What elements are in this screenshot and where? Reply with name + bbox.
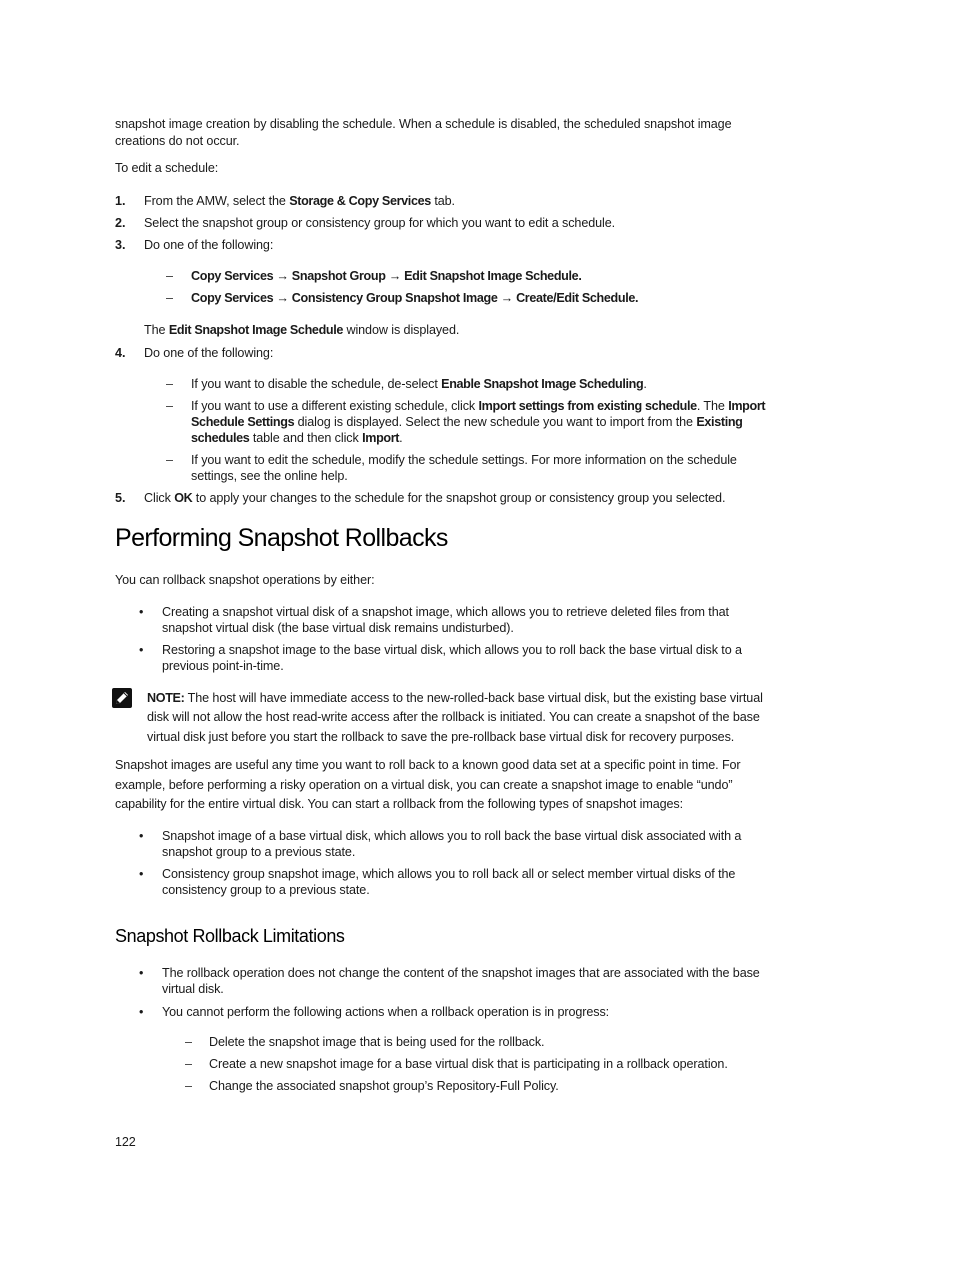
- dash-marker: –: [166, 399, 174, 413]
- bullet-text: virtual disk.: [162, 982, 224, 996]
- dash-marker: –: [185, 1079, 193, 1093]
- sub-item-text: Create a new snapshot image for a base virtual disk that is participating in a rollback operation.: [209, 1057, 728, 1071]
- intro-line: snapshot image creation by disabling the schedule. When a schedule is disabled, the scheduled snapshot image: [115, 117, 732, 131]
- bullet-text: You cannot perform the following actions when a rollback operation is in progress:: [162, 1005, 610, 1019]
- paragraph-line: Snapshot images are useful any time you want to roll back to a known good data set at a specific point in time. For: [115, 758, 741, 772]
- sub-item-text: Delete the snapshot image that is being used for the rollback.: [209, 1035, 545, 1049]
- dash-marker: –: [166, 453, 174, 467]
- section-heading: Performing Snapshot Rollbacks: [115, 524, 448, 552]
- step-4-option-import: schedules table and then click Import.: [191, 431, 403, 445]
- sub-item-text: Change the associated snapshot group’s Repository-Full Policy.: [209, 1079, 559, 1093]
- bullet-marker: •: [139, 1005, 144, 1019]
- step-number: 3.: [115, 238, 126, 252]
- step-4-option-edit: settings, see the online help.: [191, 469, 348, 483]
- subsection-heading: Snapshot Rollback Limitations: [115, 926, 345, 946]
- step-number: 4.: [115, 346, 126, 360]
- bullet-text: Creating a snapshot virtual disk of a snapshot image, which allows you to retrieve deleted files from that: [162, 605, 729, 619]
- step-3-text: Do one of the following:: [144, 238, 274, 252]
- dash-marker: –: [185, 1057, 193, 1071]
- bullet-text: consistency group to a previous state.: [162, 883, 370, 897]
- step-3-option: Copy Services → Snapshot Group → Edit Snapshot Image Schedule.: [191, 269, 582, 283]
- note-line: virtual disk just before you start the rollback to save the pre-rollback base virtual disk for recovery purposes.: [147, 730, 735, 744]
- step-4-option-disable: If you want to disable the schedule, de-select Enable Snapshot Image Scheduling.: [191, 377, 647, 391]
- section-intro: You can rollback snapshot operations by either:: [115, 573, 375, 587]
- step-1-text: From the AMW, select the Storage & Copy Services tab.: [144, 194, 455, 208]
- paragraph-line: capability for the entire virtual disk. You can start a rollback from the following types of snapshot images:: [115, 797, 684, 811]
- step-4-text: Do one of the following:: [144, 346, 274, 360]
- step-4-option-import: Schedule Settings dialog is displayed. Select the new schedule you want to import from the Existing: [191, 415, 743, 429]
- dash-marker: –: [166, 377, 174, 391]
- step-number: 1.: [115, 194, 126, 208]
- bullet-text: Restoring a snapshot image to the base virtual disk, which allows you to roll back the base virtual disk to a: [162, 643, 742, 657]
- intro-to-edit: To edit a schedule:: [115, 161, 219, 175]
- step-5-text: Click OK to apply your changes to the schedule for the snapshot group or consistency group you selected.: [144, 491, 726, 505]
- step-4-option-import: If you want to use a different existing schedule, click Import settings from existing schedule. The Import: [191, 399, 766, 413]
- bullet-marker: •: [139, 829, 144, 843]
- dash-marker: –: [185, 1035, 193, 1049]
- step-number: 2.: [115, 216, 126, 230]
- bullet-text: snapshot virtual disk (the base virtual disk remains undisturbed).: [162, 621, 514, 635]
- bullet-marker: •: [139, 643, 144, 657]
- page-number: 122: [115, 1135, 136, 1149]
- bullet-text: Consistency group snapshot image, which allows you to roll back all or select member virtual disks of the: [162, 867, 736, 881]
- bullet-marker: •: [139, 966, 144, 980]
- step-3-result: The Edit Snapshot Image Schedule window is displayed.: [144, 323, 460, 337]
- dash-marker: –: [166, 269, 174, 283]
- bullet-marker: •: [139, 605, 144, 619]
- step-number: 5.: [115, 491, 126, 505]
- bullet-text: previous point-in-time.: [162, 659, 284, 673]
- bullet-text: The rollback operation does not change the content of the snapshot images that are associated with the base: [162, 966, 760, 980]
- step-2-text: Select the snapshot group or consistency group for which you want to edit a schedule.: [144, 216, 616, 230]
- step-3-option: Copy Services → Consistency Group Snapshot Image → Create/Edit Schedule.: [191, 291, 639, 305]
- note-line: disk will not allow the host read-write access after the rollback is initiated. You can create a snapshot of the base: [147, 710, 760, 724]
- note-label: NOTE:: [147, 691, 185, 705]
- step-4-option-edit: If you want to edit the schedule, modify the schedule settings. For more information on the schedule: [191, 453, 737, 467]
- intro-line: creations do not occur.: [115, 134, 240, 148]
- bullet-text: Snapshot image of a base virtual disk, which allows you to roll back the base virtual disk associated with a: [162, 829, 742, 843]
- dash-marker: –: [166, 291, 174, 305]
- note-pencil-icon: [112, 688, 132, 708]
- bullet-text: snapshot group to a previous state.: [162, 845, 356, 859]
- paragraph-line: example, before performing a risky operation on a virtual disk, you can create a snapshot image to enable “undo”: [115, 778, 733, 792]
- bullet-marker: •: [139, 867, 144, 881]
- note-line: NOTE: The host will have immediate access to the new-rolled-back base virtual disk, but the existing base virtual: [147, 691, 763, 705]
